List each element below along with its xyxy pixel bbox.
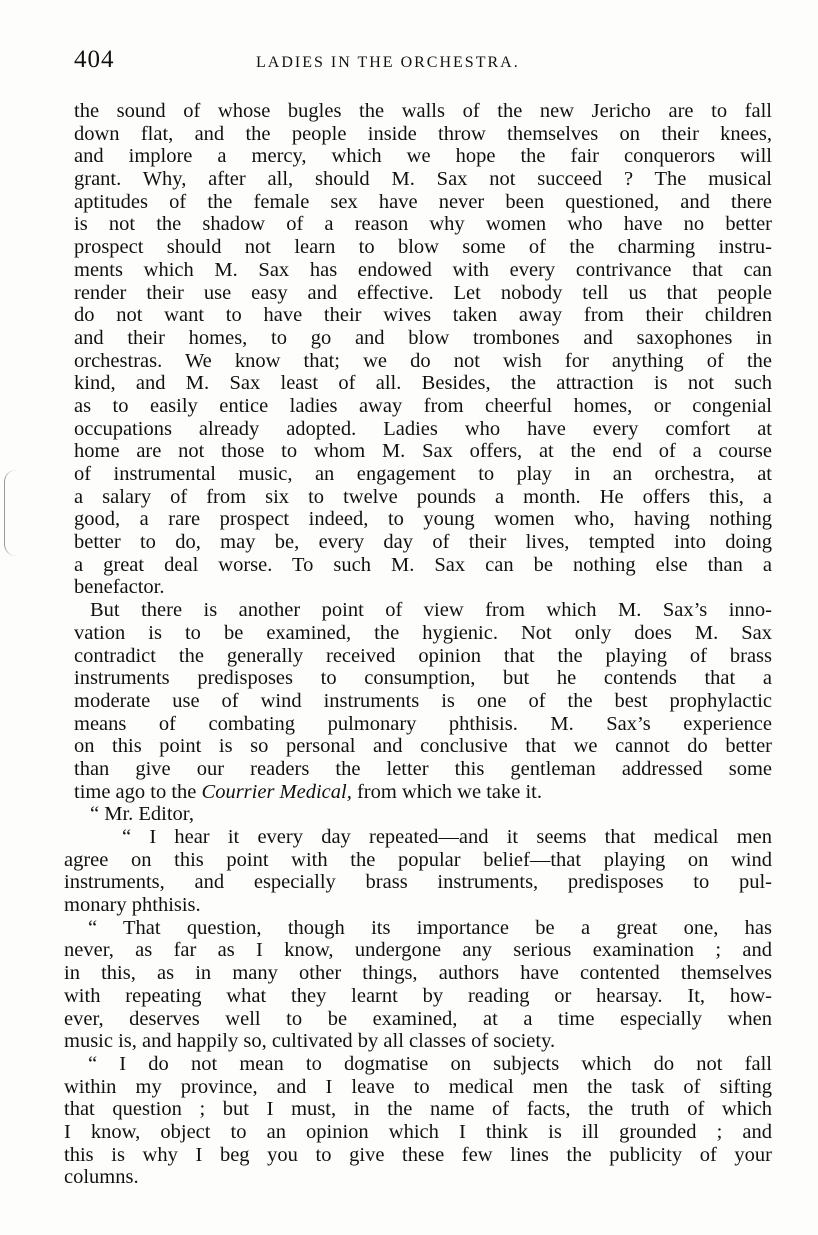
- body-text: [62, 100, 772, 1189]
- text-line: columns.: [64, 1166, 139, 1189]
- text-line: grant. Why, after all, should M. Sax not succeed ? The musical: [74, 168, 772, 191]
- text-line: instruments predisposes to consumption, but he contends that a: [74, 667, 772, 690]
- text-line: aptitudes of the female sex have never been questioned, and there: [74, 190, 772, 213]
- text-line: “ That question, though its importance be a great one, has: [88, 916, 772, 939]
- text-line: vation is to be examined, the hygienic. Not only does M. Sax: [74, 621, 772, 644]
- text-line: better to do, may be, every day of their lives, tempted into doing: [74, 531, 772, 554]
- text-line: ments which M. Sax has endowed with every contrivance that can: [74, 258, 772, 281]
- journal-title: Courrier Medical,: [201, 780, 352, 803]
- page-header: [74, 46, 774, 76]
- text-line: this is why I beg you to give these few lines the publicity of your: [64, 1143, 772, 1166]
- text-line: good, a rare prospect indeed, to young women who, having nothing: [74, 508, 772, 531]
- text-line: than give our readers the letter this gentleman addressed some: [74, 757, 772, 780]
- text-line: benefactor.: [74, 576, 165, 599]
- text-line: in this, as in many other things, authors have contented themselves: [64, 962, 772, 985]
- text-fragment: time ago to the: [74, 780, 202, 803]
- text-line: monary phthisis.: [64, 894, 201, 917]
- text-line: render their use easy and effective. Let nobody tell us that people: [74, 281, 772, 304]
- text-line: agree on this point with the popular belief—that playing on wind: [64, 848, 772, 871]
- text-line: orchestras. We know that; we do not wish for anything of the: [74, 349, 772, 372]
- text-line: moderate use of wind instruments is one of the best prophylactic: [74, 689, 772, 712]
- letter-salutation: “ Mr. Editor,: [90, 803, 194, 826]
- text-line: ever, deserves well to be examined, at a time especially when: [64, 1007, 772, 1030]
- text-line: of instrumental music, an engagement to play in an orchestra, at: [74, 463, 772, 485]
- text-line: “ I hear it every day repeated—and it seems that medical men: [122, 826, 772, 848]
- text-line: that question ; but I must, in the name of facts, the truth of which: [64, 1098, 772, 1121]
- text-line: a great deal worse. To such M. Sax can be nothing else than a: [74, 553, 772, 576]
- text-line: down flat, and the people inside throw themselves on their knees,: [74, 122, 772, 145]
- text-line: on this point is so personal and conclusive that we cannot do better: [74, 735, 772, 758]
- text-line: and their homes, to go and blow trombones and saxophones in: [74, 326, 772, 349]
- text-line: prospect should not learn to blow some of the charming instru-: [74, 236, 772, 259]
- text-line: as to easily entice ladies away from cheerful homes, or congenial: [74, 394, 772, 417]
- text-line: occupations already adopted. Ladies who have every comfort at: [74, 417, 772, 440]
- margin-bracket-mark: [4, 470, 23, 556]
- text-line: kind, and M. Sax least of all. Besides, the attraction is not such: [74, 372, 772, 395]
- text-line: and implore a mercy, which we hope the fair conquerors will: [74, 145, 772, 168]
- text-fragment: from which we take it.: [351, 780, 542, 803]
- text-line: with repeating what they learnt by reading or hearsay. It, how-: [64, 984, 772, 1007]
- text-line: instruments, and especially brass instruments, predisposes to pul-: [64, 871, 772, 894]
- text-line: home are not those to whom M. Sax offers, at the end of a course: [74, 440, 772, 463]
- text-line: within my province, and I leave to medical men the task of sifting: [64, 1075, 772, 1098]
- text-line: “ I do not mean to dogmatise on subjects which do not fall: [88, 1052, 772, 1075]
- text-line: music is, and happily so, cultivated by all classes of society.: [64, 1030, 556, 1053]
- page-number: 404: [74, 46, 115, 73]
- text-line: means of combating pulmonary phthisis. M. Sax’s experience: [74, 712, 772, 735]
- text-line: contradict the generally received opinion that the playing of brass: [74, 644, 772, 667]
- text-line: But there is another point of view from which M. Sax’s inno-: [90, 599, 772, 622]
- text-line: the sound of whose bugles the walls of the new Jericho are to fall: [74, 100, 772, 122]
- text-line: a salary of from six to twelve pounds a month. He offers this, a: [74, 485, 772, 508]
- text-line: do not want to have their wives taken away from their children: [74, 304, 772, 327]
- text-line: never, as far as I know, undergone any serious examination ; and: [64, 939, 772, 962]
- text-line-with-journal-title: [62, 781, 772, 804]
- running-title: LADIES IN THE ORCHESTRA.: [256, 54, 520, 71]
- text-line: I know, object to an opinion which I think is ill grounded ; and: [64, 1120, 772, 1143]
- text-line: is not the shadow of a reason why women who have no better: [74, 213, 772, 236]
